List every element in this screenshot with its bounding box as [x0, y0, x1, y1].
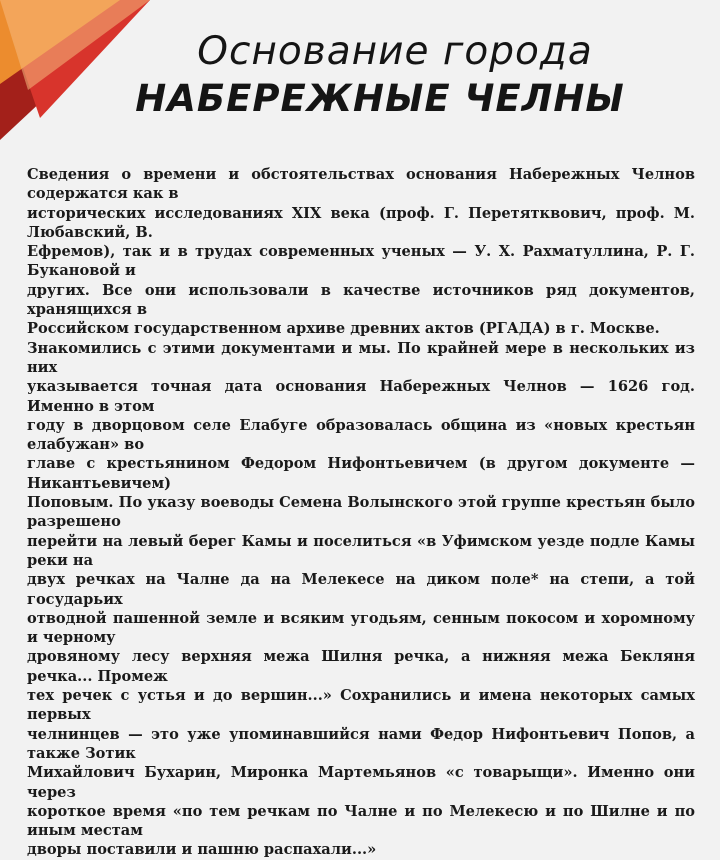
body-line: дровяному лесу верхняя межа Шилня речка, а нижняя межа Бекляня речка... Промеж — [27, 648, 695, 685]
body-line: перейти на левый берег Камы и поселиться «в Уфимском уезде подле Камы реки на — [27, 532, 695, 569]
body-line: челнинцев — это уже упоминавшийся нами Федор Нифонтьевич Попов, а также Зотик — [27, 725, 695, 762]
body-line: дворы поставили и пашню распахали...» — [27, 841, 377, 859]
body-line: исторических исследованиях XIX века (проф. Г. Перетятквович, проф. М. Любавский, В. — [27, 204, 695, 241]
body-line: главе с крестьянином Федором Нифонтьевичем (в другом документе — Никантьевичем) — [27, 455, 695, 492]
body-line: Поповым. По указу воеводы Семена Волынского этой группе крестьян было разрешено — [27, 494, 695, 531]
body-line: Михайлович Бухарин, Миронка Мартемьянов «с товарыщи». Именно они через — [27, 764, 695, 801]
body-line: указывается точная дата основания Набережных Челнов — 1626 год. Именно в этом — [27, 378, 695, 415]
slide-title — [0, 28, 720, 122]
title-line-1: Основание города — [197, 29, 593, 74]
title-line-2: НАБЕРЕЖНЫЕ ЧЕЛНЫ — [135, 77, 625, 120]
body-line: отводной пашенной земле и всяким угодьям, сенным покосом и хоромному и черному — [27, 609, 695, 647]
body-line: Ефремов), так и в трудах современных ученых — У. Х. Рахматуллина, Р. Г. Букановой и — [27, 243, 695, 280]
body-line: двух речках на Чалне да на Мелекесе на диком поле* на степи, а той государьих — [27, 571, 695, 608]
body-line: тех речек с устья и до вершин...» Сохранились и имена некоторых самых первых — [27, 687, 695, 724]
body-paragraph — [27, 165, 695, 860]
body-line: Сведения о времени и обстоятельствах основания Набережных Челнов содержатся как в — [27, 166, 695, 203]
body-line: короткое время «по тем речкам по Чалне и по Мелекесю и по Шилне и по иным местам — [27, 802, 695, 840]
body-line: Российском государственном архиве древних актов (РГАДА) в г. Москве. — [27, 320, 660, 338]
body-line: Знакомились с этими документами и мы. По крайней мере в нескольких из них — [27, 339, 695, 376]
body-line: году в дворцовом селе Елабуге образовалась община из «новых крестьян елабужан» во — [27, 416, 695, 454]
body-line: других. Все они использовали в качестве источников ряд документов, хранящихся в — [27, 281, 695, 319]
